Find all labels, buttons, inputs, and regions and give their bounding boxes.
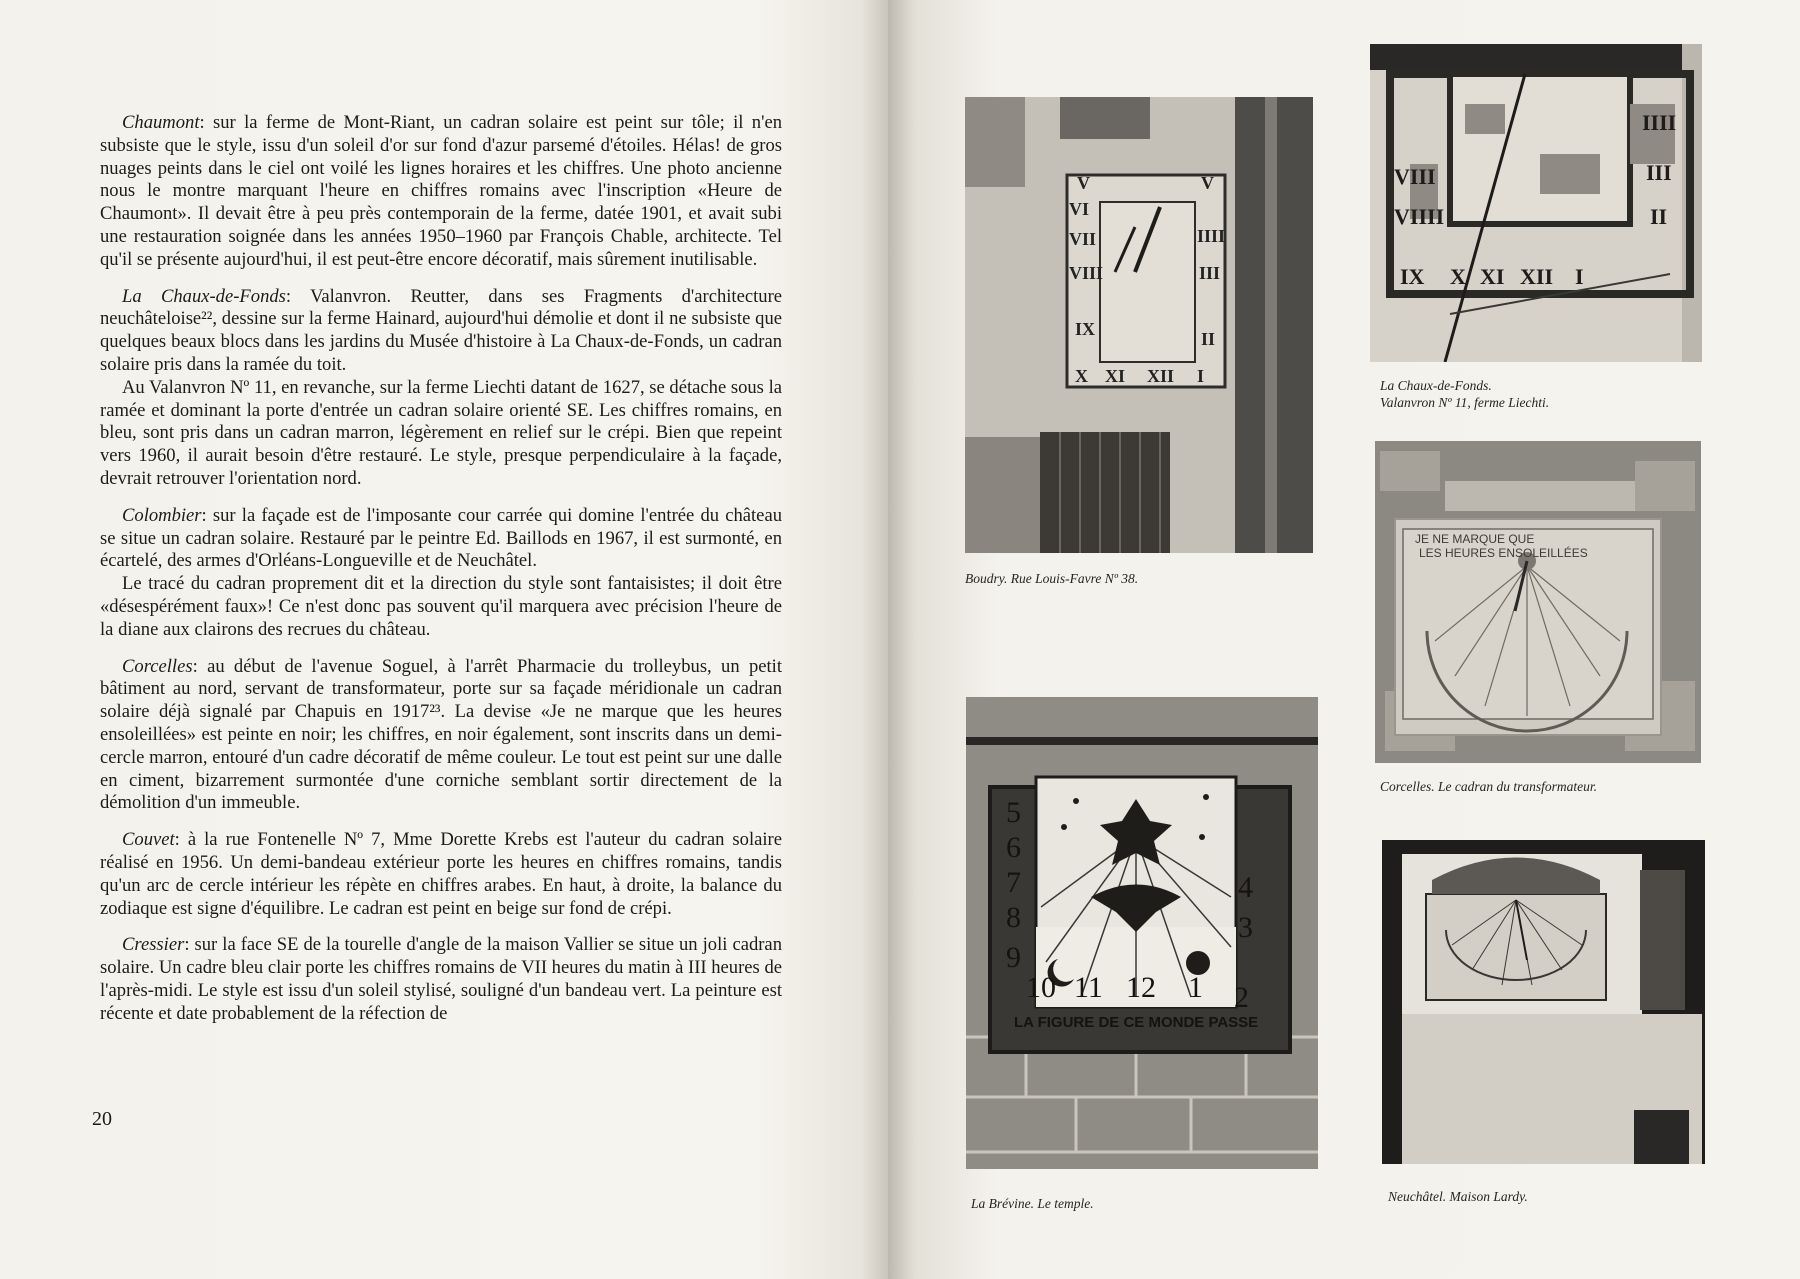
paragraph-couvet <box>100 829 782 920</box>
photo-neuchatel <box>1382 840 1705 1164</box>
caption-la-brevine <box>971 1195 1094 1212</box>
body-text <box>100 112 782 1039</box>
dial-numeral: 10 <box>1026 971 1056 1004</box>
dial-motto: LES HEURES ENSOLEILLÉES <box>1419 546 1588 560</box>
paragraph-text: : sur la face SE de la tourelle d'angle de la maison Vallier se situe un joli cadran solaire. Un cadre bleu clair porte les chiffres romains de VII heures du matin à III heures de l'après-midi. Le style est issu d'un soleil stylisé, souligné d'un bandeau vert. La peinture est récente et date probablement de la réfection de <box>100 934 782 1024</box>
dial-numeral: XII <box>1147 366 1175 386</box>
photo-chaux-de-fonds <box>1370 44 1702 362</box>
photo-corcelles <box>1375 441 1701 763</box>
dial-numeral: IX <box>1075 319 1096 339</box>
caption-text: La Brévine. Le temple. <box>971 1196 1094 1211</box>
caption-text: Corcelles. Le cadran du transformateur. <box>1380 779 1597 794</box>
dial-numeral: III <box>1646 160 1672 185</box>
place-name: Chaumont <box>122 112 200 133</box>
paragraph-text: : Valanvron. Reutter, dans ses Fragments d'architecture neuchâteloise²², dessine sur la ferme Hainard, aujourd'hui démolie et dont il ne subsiste que quelques beaux blocs dans les jardins du Musée d'histoire à La Chaux-de-Fonds, un cadran solaire pris dans la ramée du toit. <box>100 285 783 375</box>
left-page <box>0 0 888 1279</box>
caption-corcelles <box>1380 778 1597 795</box>
dial-numeral: VI <box>1069 199 1090 219</box>
place-name: Cressier <box>122 934 185 956</box>
place-name: La Chaux-de-Fonds <box>122 285 286 307</box>
paragraph-valanvron <box>100 377 782 491</box>
paragraph-corcelles <box>100 656 782 816</box>
dial-numeral: 4 <box>1238 871 1253 904</box>
dial-numeral: XI <box>1105 366 1126 386</box>
dial-numeral: IX <box>1400 264 1425 289</box>
dial-numeral: II <box>1650 204 1668 229</box>
dial-numeral: II <box>1201 329 1216 349</box>
caption-neuchatel <box>1388 1188 1528 1205</box>
dial-numeral: X <box>1450 264 1466 289</box>
dial-numeral: 1 <box>1188 971 1203 1004</box>
dial-numeral: 8 <box>1006 901 1021 934</box>
dial-numeral: VII <box>1069 229 1097 249</box>
paragraph-text: : sur la façade est de l'imposante cour carrée qui domine l'entrée du château se situe un cadran solaire. Restauré par le peintre Ed. Baillods en 1967, il est surmonté, en écartelé, des armes d'Orléans-Longueville et de Neuchâtel. <box>100 504 782 572</box>
dial-numeral: V <box>1201 173 1214 193</box>
dial-numeral: 11 <box>1074 971 1103 1004</box>
paragraph-colombier <box>100 505 782 573</box>
dial-numeral: 12 <box>1126 971 1156 1004</box>
dial-numeral: 7 <box>1006 866 1021 899</box>
dial-numeral: 6 <box>1006 831 1021 864</box>
dial-numeral: 5 <box>1006 796 1021 829</box>
dial-numeral: VIII <box>1069 263 1104 283</box>
paragraph-chaux-de-fonds <box>100 286 782 377</box>
dial-numeral: I <box>1575 264 1584 289</box>
paragraph-text: : à la rue Fontenelle Nº 7, Mme Dorette Krebs est l'auteur du cadran solaire réalisé en 1956. Un demi-bandeau extérieur porte les heures en chiffres romains, tandis qu'un arc de cercle intérieur les répète en chiffres arabes. En haut, à droite, la balance du zodiaque est signe d'équilibre. Le cadran est peint en beige sur fond de crépi. <box>100 829 782 919</box>
dial-numeral: 3 <box>1238 911 1253 944</box>
dial-motto: JE NE MARQUE QUE <box>1415 532 1535 546</box>
dial-numeral: 2 <box>1234 981 1249 1014</box>
dial-numeral: V <box>1077 173 1090 193</box>
caption-chaux-de-fonds <box>1380 377 1549 411</box>
caption-text: Boudry. Rue Louis-Favre Nº 38. <box>965 571 1139 586</box>
dial-motto: LA FIGURE DE CE MONDE PASSE <box>1014 1014 1259 1031</box>
caption-text: Neuchâtel. Maison Lardy. <box>1388 1189 1528 1204</box>
caption-text: Valanvron Nº 11, ferme Liechti. <box>1380 395 1550 410</box>
dial-numeral: XI <box>1480 264 1505 289</box>
dial-numeral: VIII <box>1394 164 1436 189</box>
dial-numeral: 9 <box>1006 941 1021 974</box>
dial-numeral: VIIII <box>1394 204 1445 229</box>
paragraph-cressier <box>100 934 782 1025</box>
place-name: Couvet <box>122 829 175 851</box>
photo-boudry <box>965 97 1313 553</box>
right-page <box>888 0 1800 1279</box>
dial-numeral: IIII <box>1642 110 1677 135</box>
page-number: 20 <box>92 1108 112 1130</box>
paragraph-text: Le tracé du cadran proprement dit et la direction du style sont fantaisistes; il doit être «désespérément faux»! Ce n'est donc pas souvent qu'il marquera avec précision l'heure de la diane aux clairons des recrues du château. <box>100 573 782 640</box>
dial-numeral: X <box>1075 366 1088 386</box>
paragraph-colombier-2 <box>100 573 782 641</box>
paragraph-text: : sur la ferme de Mont-Riant, un cadran solaire est peint sur tôle; il n'en subsiste que le style, issu d'un soleil d'or sur fond d'azur parsemé d'étoiles. Hélas! de gros nuages peints dans le ciel ont voilé les lignes horaires et les chiffres. Une photo ancienne nous le montre marquant l'heure en chiffres romains avec l'inscription «Heure de Chaumont». Il devait être à peu près contemporain de la ferme, datée 1901, et avait subi une restauration soignée dans les années 1950–1960 par François Chable, architecte. Tel qu'il se présente aujourd'hui, il est peut-être encore décoratif, mais sûrement inutilisable. <box>100 112 782 270</box>
dial-numeral: III <box>1199 263 1221 283</box>
caption-text: La Chaux-de-Fonds. <box>1380 378 1492 393</box>
paragraph-text: : au début de l'avenue Soguel, à l'arrêt Pharmacie du trolleybus, un petit bâtiment au nord, servant de transformateur, porte sur sa façade méridionale un cadran solaire déjà signalé par Chapuis en 1917²³. La devise «Je ne marque que les heures ensoleillées» est peinte en noir; les chiffres, en noir également, sont inscrits dans un demi-cercle marron, entouré d'un cadre décoratif de même couleur. Le tout est peint sur une dalle en ciment, bizarrement surmontée d'une corniche semblant sortir directement de la démolition d'un immeuble. <box>100 655 782 814</box>
place-name: Corcelles <box>122 655 193 677</box>
paragraph-chaumont <box>100 112 782 272</box>
caption-boudry <box>965 570 1138 587</box>
dial-numeral: XII <box>1520 264 1554 289</box>
place-name: Colombier <box>122 504 202 526</box>
paragraph-text: Au Valanvron Nº 11, en revanche, sur la ferme Liechti datant de 1627, se détache sous la ramée et dominant la porte d'entrée un cadran solaire orienté SE. Les chiffres romains, en bleu, sont pris dans un cadran marron, légèrement en relief sur le crépi. Bien que repeint vers 1960, il aurait besoin d'être restauré. Le style, presque perpendiculaire à la façade, devrait retrouver l'orientation nord. <box>100 376 782 489</box>
photo-la-brevine <box>966 697 1318 1169</box>
dial-numeral: I <box>1197 366 1205 386</box>
dial-numeral: IIII <box>1197 226 1226 246</box>
